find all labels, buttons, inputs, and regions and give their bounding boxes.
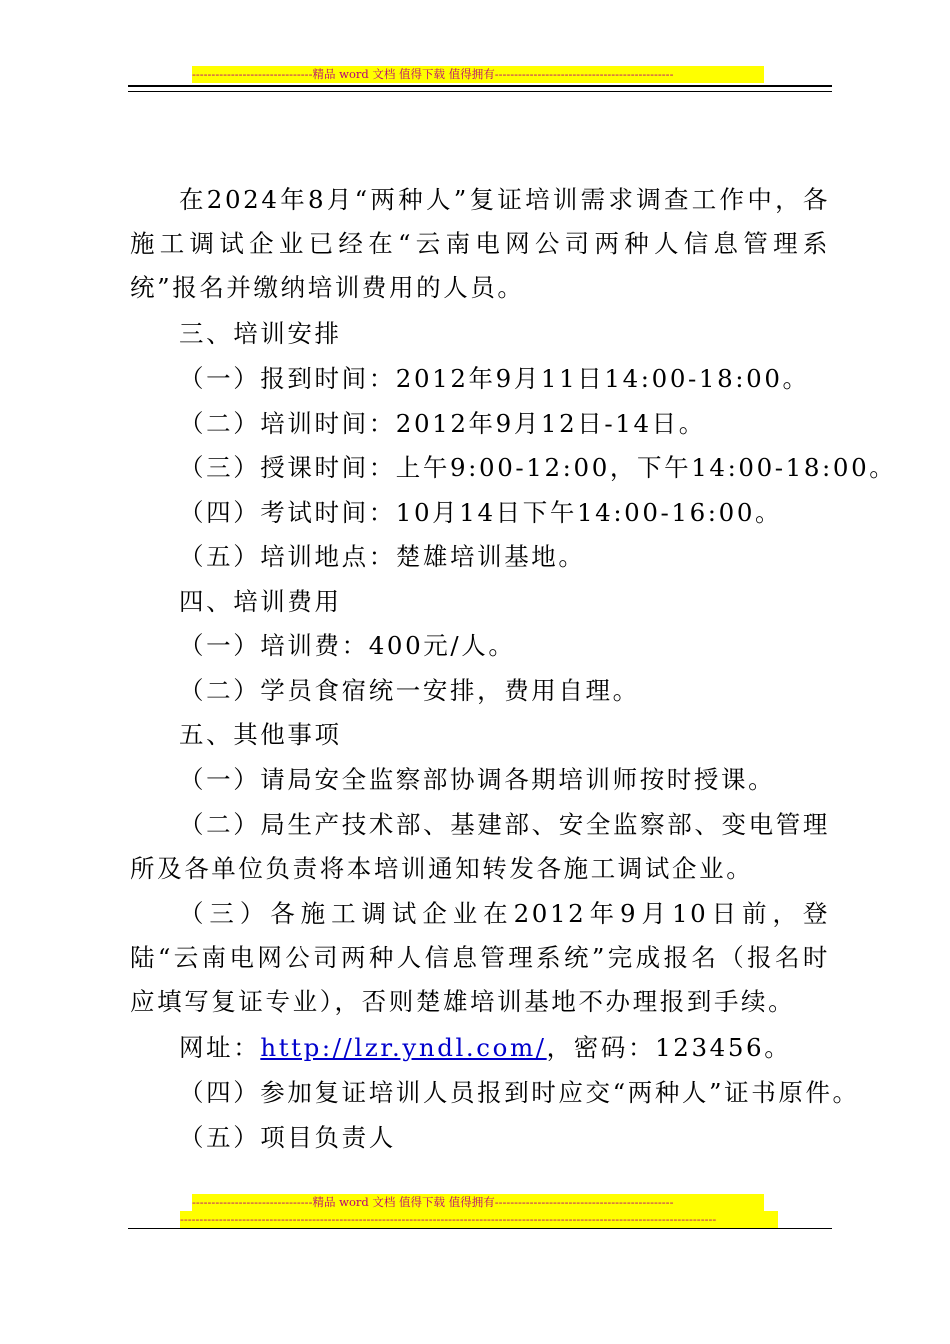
section-5-item-5: （五）项目负责人 [179, 1123, 396, 1152]
password-value: 123456。 [655, 1033, 792, 1062]
section-3-item-1: （一）报到时间：2012年9月11日14:00-18:00。 [179, 364, 810, 393]
section-5-item-2: （二）局生产技术部、基建部、安全监察部、变电管理所及各单位负责将本培训通知转发各施工调试企业。 [130, 810, 830, 883]
footer-rule [128, 1228, 832, 1229]
header-rule-bottom [128, 91, 832, 92]
intro-paragraph: 在2024年8月“两种人”复证培训需求调查工作中，各施工调试企业已经在“云南电网公司两种人信息管理系统”报名并缴纳培训费用的人员。 [130, 185, 830, 302]
section-3-item-3: （三）授课时间：上午9:00-12:00，下午14:00-18:00。 [179, 453, 897, 482]
section-3-item-4: （四）考试时间：10月14日下午14:00-16:00。 [179, 498, 783, 527]
section-5-item-3: （三）各施工调试企业在2012年9月10日前，登陆“云南电网公司两种人信息管理系统”完成报名（报名时应填写复证专业），否则楚雄培训基地不办理报到手续。 [130, 899, 830, 1016]
section-5-item-4: （四）参加复证培训人员报到时应交“两种人”证书原件。 [179, 1078, 860, 1107]
section-3-item-5: （五）培训地点：楚雄培训基地。 [179, 542, 586, 571]
section-4-item-2: （二）学员食宿统一安排，费用自理。 [179, 676, 640, 705]
website-line [179, 1026, 791, 1070]
section-3-heading: 三、培训安排 [179, 319, 342, 348]
website-label: 网址： [179, 1033, 261, 1062]
section-4-heading: 四、培训费用 [179, 587, 342, 616]
header-banner: -------------------------------精品 word 文档 值得下载 值得拥有---------------------------------------------- [192, 66, 764, 83]
footer-dashes: ------------------------------------------------------------------------------------------------------------------------------------------ [180, 1211, 778, 1228]
section-5-item-1: （一）请局安全监察部协调各期培训师按时授课。 [179, 765, 776, 794]
header-rule-top [128, 85, 832, 87]
website-separator: ，密码： [546, 1033, 656, 1062]
section-4-item-1: （一）培训费：400元/人。 [179, 631, 516, 660]
website-link[interactable]: http://lzr.yndl.com/ [260, 1033, 547, 1062]
section-5-heading: 五、其他事项 [179, 720, 342, 749]
footer-banner: -------------------------------精品 word 文档 值得下载 值得拥有---------------------------------------------- [192, 1194, 764, 1211]
section-3-item-2: （二）培训时间：2012年9月12日-14日。 [179, 409, 706, 438]
